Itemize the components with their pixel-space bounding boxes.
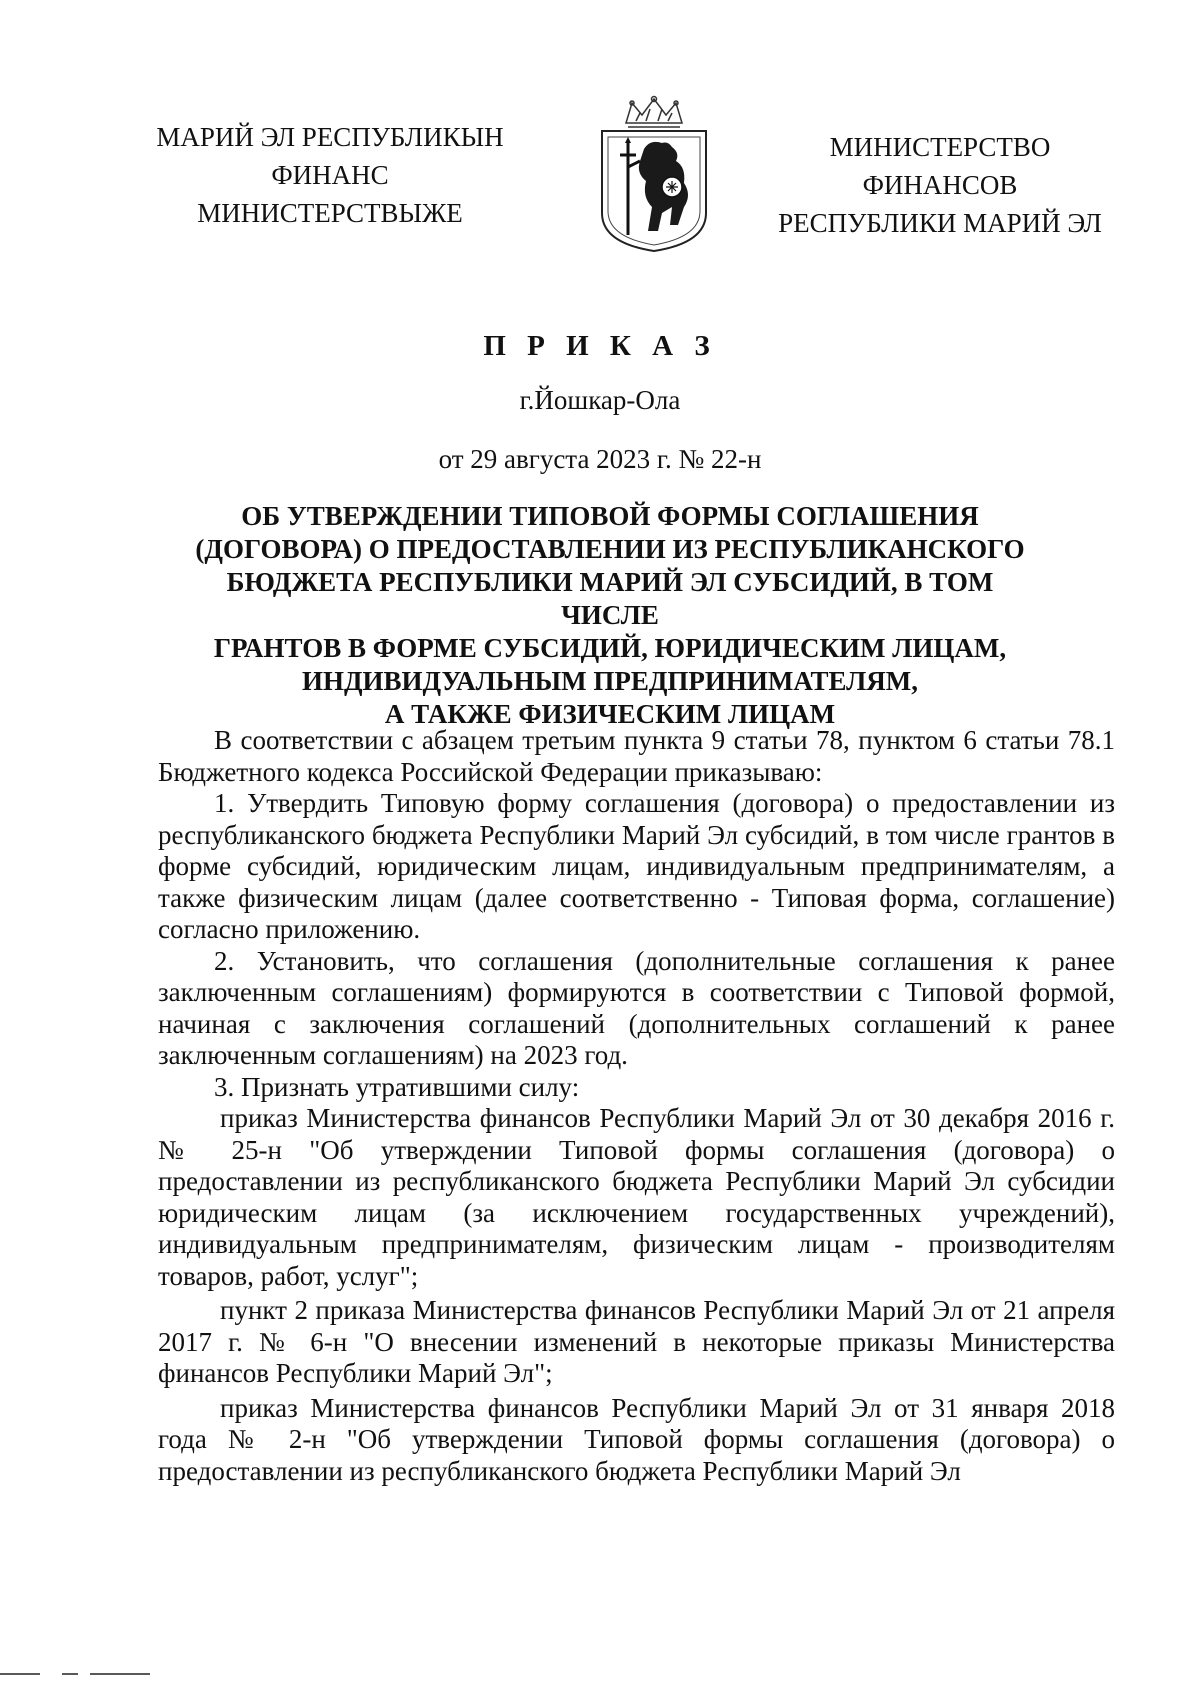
document-type-title: П Р И К А З	[483, 330, 717, 362]
header-right-line: МИНИСТЕРСТВО	[829, 132, 1051, 162]
coat-of-arms-icon	[588, 95, 720, 253]
document-date-number: от 29 августа 2023 г. № 22-н	[438, 444, 762, 474]
paragraph-repealed-order-1: приказ Министерства финансов Республики Марий Эл от 30 декабря 2016 г. № 25-н "Об утверждении Типовой формы соглашения (договора) о предоставлении из республиканского бюджета Республики Марий Эл субсидии юридическим лицам (за исключением государственных учреждений), индивидуальным предпринимателям, физическим лицам - производителям товаров, работ, услуг";	[158, 1103, 1115, 1291]
header-right-russian	[765, 128, 1115, 242]
document-heading	[180, 500, 1040, 731]
header-left-line: МИНИСТЕРСТВЫЖЕ	[197, 198, 463, 228]
header-left-line: МАРИЙ ЭЛ РЕСПУБЛИКЫН	[156, 122, 504, 152]
header-left-line: ФИНАНС	[271, 160, 389, 190]
heading-line: БЮДЖЕТА РЕСПУБЛИКИ МАРИЙ ЭЛ СУБСИДИЙ, В ТОМ ЧИСЛЕ	[226, 567, 994, 630]
paragraph-item-3: 3. Признать утратившими силу:	[214, 1071, 580, 1102]
heading-line: (ДОГОВОРА) О ПРЕДОСТАВЛЕНИИ ИЗ РЕСПУБЛИКАНСКОГО	[195, 534, 1025, 564]
header-right-line: ФИНАНСОВ	[862, 170, 1018, 200]
paragraph-item-2: 2. Установить, что соглашения (дополнительные соглашения к ранее заключенным соглашениям) формируются в соответствии с Типовой формой, начиная с заключения соглашений (дополнительных соглашений к ранее заключенным соглашениям) на 2023 год.	[158, 945, 1115, 1070]
paragraph-preamble: В соответствии с абзацем третьим пункта 9 статьи 78, пунктом 6 статьи 78.1 Бюджетного кодекса Российской Федерации приказываю:	[158, 725, 1115, 787]
heading-line: А ТАКЖЕ ФИЗИЧЕСКИМ ЛИЦАМ	[384, 699, 836, 729]
header-left-mari	[150, 118, 510, 232]
document-body	[158, 725, 1115, 1487]
paragraph-repealed-order-2: пункт 2 приказа Министерства финансов Республики Марий Эл от 21 апреля 2017 г. № 6-н "О внесении изменений в некоторые приказы Министерства финансов Республики Марий Эл";	[158, 1295, 1115, 1388]
heading-line: ГРАНТОВ В ФОРМЕ СУБСИДИЙ, ЮРИДИЧЕСКИМ ЛИЦАМ,	[213, 633, 1007, 663]
paragraph-item-1: 1. Утвердить Типовую форму соглашения (договора) о предоставлении из республиканского бюджета Республики Марий Эл субсидий, в том числе грантов в форме субсидий, юридическим лицам, индивидуальным предпринимателям, а также физическим лицам (далее соответственно - Типовая форма, соглашение) согласно приложению.	[158, 788, 1115, 944]
scan-edge-mark	[0, 1672, 160, 1676]
document-city: г.Йошкар-Ола	[519, 385, 681, 415]
heading-line: ОБ УТВЕРЖДЕНИИ ТИПОВОЙ ФОРМЫ СОГЛАШЕНИЯ	[241, 501, 979, 531]
heading-line: ИНДИВИДУАЛЬНЫМ ПРЕДПРИНИМАТЕЛЯМ,	[301, 666, 919, 696]
paragraph-repealed-order-3: приказ Министерства финансов Республики Марий Эл от 31 января 2018 года № 2-н "Об утверждении Типовой формы соглашения (договора) о предоставлении из республиканского бюджета Республики Марий Эл	[158, 1392, 1115, 1486]
header-right-line: РЕСПУБЛИКИ МАРИЙ ЭЛ	[778, 208, 1102, 238]
